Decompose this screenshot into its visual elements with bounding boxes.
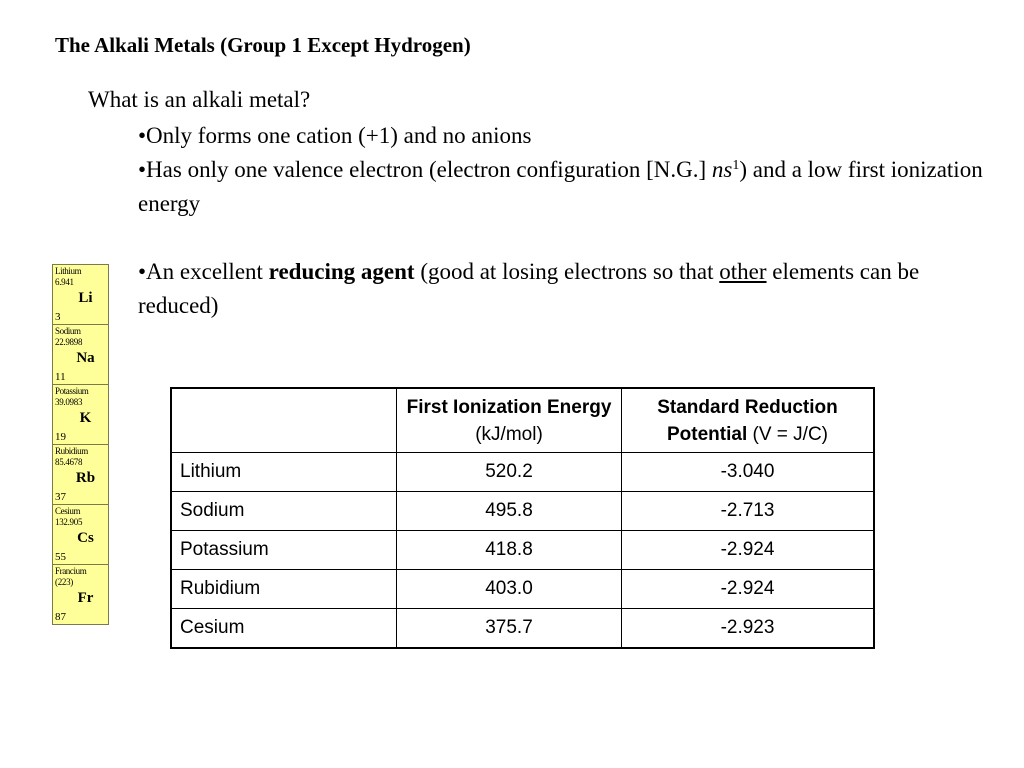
cell-reduction-potential: -2.713 bbox=[622, 492, 875, 531]
bullet-reducing-text: •An excellent bbox=[138, 259, 269, 284]
element-cell-cesium bbox=[53, 505, 108, 565]
element-number: 11 bbox=[55, 371, 66, 383]
header-reduction-potential bbox=[622, 388, 875, 453]
question-text: What is an alkali metal? bbox=[88, 87, 311, 112]
table-row bbox=[171, 609, 874, 649]
cell-reduction-potential: -3.040 bbox=[622, 453, 875, 492]
header-reduction-unit: (V = J/C) bbox=[752, 423, 828, 445]
bullet-valence-end: ) and a low first ionization energy bbox=[138, 157, 983, 216]
cell-element: Rubidium bbox=[171, 570, 397, 609]
element-mass: 85.4678 bbox=[55, 457, 83, 467]
header-ionization-unit: (kJ/mol) bbox=[475, 423, 543, 445]
table-header-row bbox=[171, 388, 874, 453]
element-mass: 22.9898 bbox=[55, 337, 83, 347]
header-ionization-energy bbox=[397, 388, 622, 453]
alkali-metals-table bbox=[170, 387, 875, 649]
cell-element: Sodium bbox=[171, 492, 397, 531]
bullet-reducing-mid: (good at losing electrons so that bbox=[414, 259, 720, 284]
table-row bbox=[171, 531, 874, 570]
element-number: 55 bbox=[55, 551, 66, 563]
element-name: Cesium bbox=[55, 506, 81, 516]
element-cell-potassium bbox=[53, 385, 108, 445]
element-cell-rubidium bbox=[53, 445, 108, 505]
table-row bbox=[171, 492, 874, 531]
element-mass: 39.0983 bbox=[55, 397, 83, 407]
element-name: Sodium bbox=[55, 326, 81, 336]
header-blank bbox=[171, 388, 397, 453]
other-emphasis: other bbox=[719, 259, 767, 284]
bullet-valence bbox=[138, 153, 988, 221]
element-symbol: Rb bbox=[75, 470, 96, 486]
element-name: Potassium bbox=[55, 386, 89, 396]
element-number: 19 bbox=[55, 431, 66, 443]
bullet-reducing-end: elements can be reduced) bbox=[138, 259, 920, 318]
ns-superscript: 1 bbox=[732, 158, 740, 173]
periodic-table-column bbox=[52, 264, 109, 625]
cell-ionization-energy: 418.8 bbox=[397, 531, 622, 570]
slide-title: The Alkali Metals (Group 1 Except Hydrogen) bbox=[55, 33, 471, 57]
cell-reduction-potential: -2.924 bbox=[622, 531, 875, 570]
cell-ionization-energy: 520.2 bbox=[397, 453, 622, 492]
ns-term: ns bbox=[711, 157, 733, 182]
element-mass: 132.905 bbox=[55, 517, 83, 527]
element-number: 37 bbox=[55, 491, 66, 503]
cell-ionization-energy: 495.8 bbox=[397, 492, 622, 531]
element-symbol: Li bbox=[78, 290, 93, 306]
table-row bbox=[171, 570, 874, 609]
cell-reduction-potential: -2.924 bbox=[622, 570, 875, 609]
bullet-reducing bbox=[138, 255, 988, 323]
element-symbol: Fr bbox=[77, 590, 94, 606]
bullet-valence-text: •Has only one valence electron (electron configuration [N.G.] bbox=[138, 157, 712, 182]
cell-reduction-potential: -2.923 bbox=[622, 609, 875, 649]
spacer bbox=[138, 221, 988, 255]
element-name: Lithium bbox=[55, 266, 82, 276]
bullet-list bbox=[138, 119, 988, 323]
cell-element: Cesium bbox=[171, 609, 397, 649]
element-cell-francium bbox=[53, 565, 108, 624]
element-symbol: Na bbox=[76, 350, 95, 366]
element-cell-lithium bbox=[53, 265, 108, 325]
cell-ionization-energy: 403.0 bbox=[397, 570, 622, 609]
element-symbol: K bbox=[79, 410, 92, 426]
header-reduction-label: Standard Reduction Potential bbox=[657, 396, 838, 445]
cell-element: Lithium bbox=[171, 453, 397, 492]
element-number: 3 bbox=[55, 311, 61, 323]
element-name: Francium bbox=[55, 566, 87, 576]
cell-ionization-energy: 375.7 bbox=[397, 609, 622, 649]
header-ionization-label: First Ionization Energy bbox=[406, 396, 612, 418]
element-cell-sodium bbox=[53, 325, 108, 385]
bullet-cation: •Only forms one cation (+1) and no anions bbox=[138, 123, 532, 148]
reducing-agent-term: reducing agent bbox=[268, 259, 415, 284]
element-number: 87 bbox=[55, 611, 66, 623]
element-symbol: Cs bbox=[77, 530, 94, 546]
element-name: Rubidium bbox=[55, 446, 88, 456]
cell-element: Potassium bbox=[171, 531, 397, 570]
element-mass: 6.941 bbox=[55, 277, 74, 287]
table-row bbox=[171, 453, 874, 492]
element-mass: (223) bbox=[55, 577, 73, 587]
